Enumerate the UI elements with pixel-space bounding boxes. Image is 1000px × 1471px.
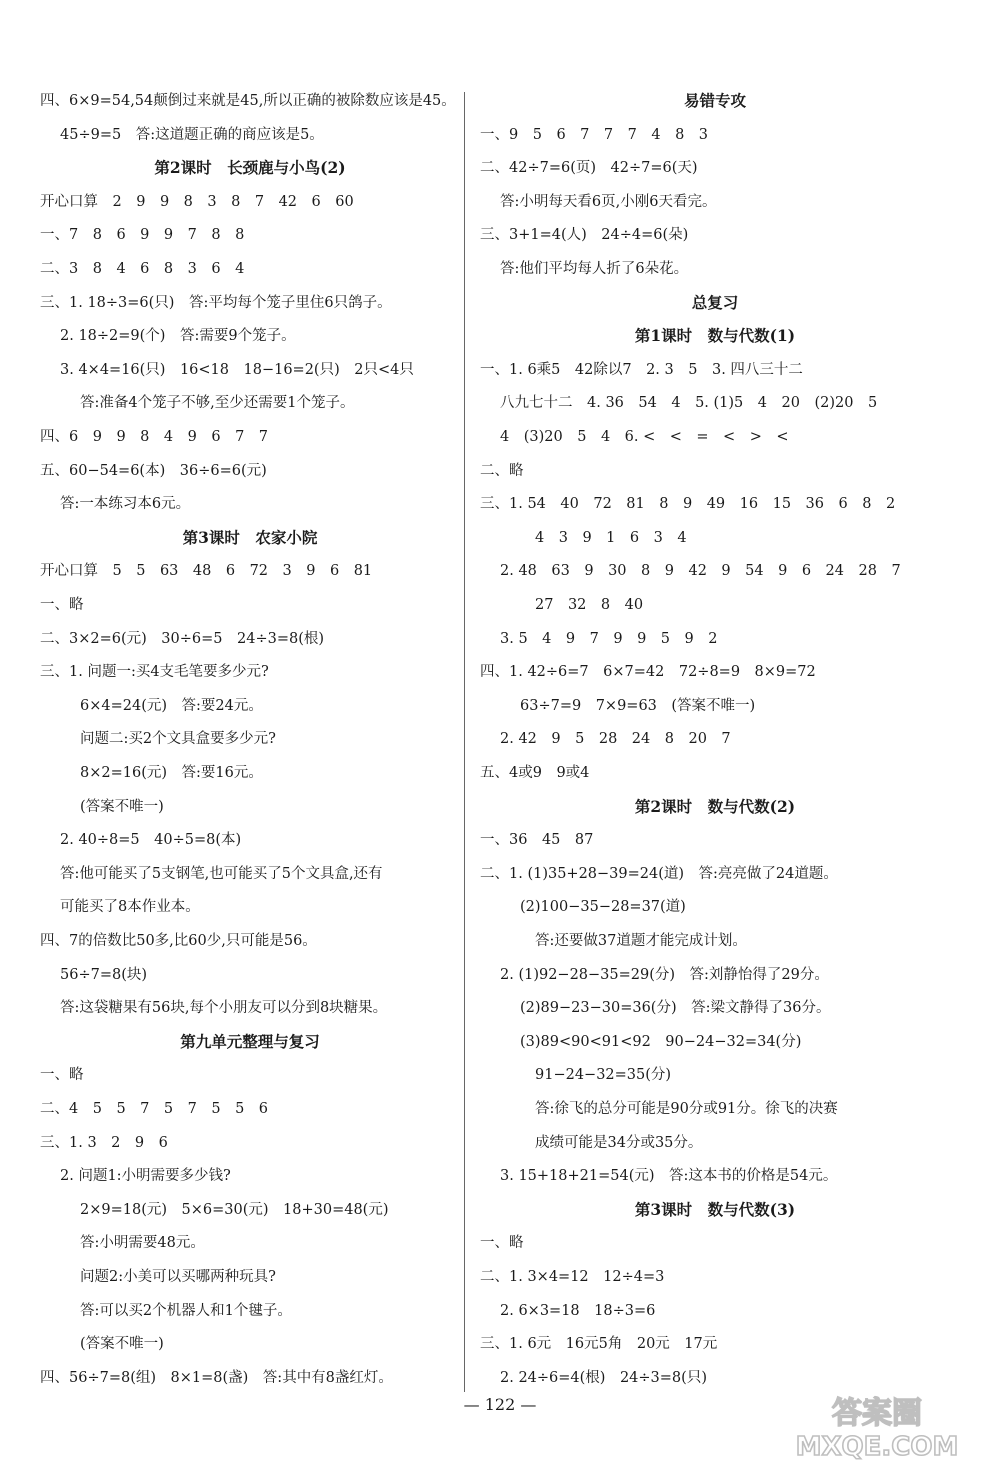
page-number: — 122 — (463, 1395, 537, 1414)
right-answer-line: 五、4或9 9或4 (480, 765, 590, 781)
left-answer-line: 一、略 (40, 1067, 84, 1084)
right-answer-line: 3. 5 4 9 7 9 9 5 9 2 (500, 630, 718, 647)
right-answer-line: 答:他们平均每人折了6朵花。 (500, 261, 689, 277)
watermark-logo (777, 1391, 982, 1463)
left-answer-line: 三、1. 18÷3=6(只) 答:平均每个笼子里住6只鸽子。 (40, 294, 392, 311)
right-answer-line: 一、9 5 6 7 7 7 4 8 3 (480, 126, 709, 143)
left-section-heading: 第3课时 农家小院 (182, 527, 318, 547)
left-answer-line: 三、1. 问题一:买4支毛笔要多少元? (40, 664, 269, 681)
left-answer-line: 问题2:小美可以买哪两种玩具? (80, 1269, 276, 1285)
right-answer-line: 答:还要做37道题才能完成计划。 (535, 933, 747, 949)
left-answer-line: 五、60−54=6(本) 36÷6=6(元) (40, 462, 267, 479)
right-answer-line: 27 32 8 40 (535, 597, 644, 613)
right-answer-line: 答:徐飞的总分可能是90分或91分。徐飞的决赛 (535, 1101, 838, 1117)
left-answer-line: 四、6 9 9 8 4 9 6 7 7 (40, 429, 269, 445)
column-divider (464, 92, 465, 1392)
left-answer-line: 二、3 8 4 6 8 3 6 4 (40, 261, 245, 277)
right-answer-line: 一、1. 6乘5 42除以7 2. 3 5 3. 四八三十二 (480, 361, 803, 378)
right-answer-line: 四、1. 42÷6=7 6×7=42 72÷8=9 8×9=72 (480, 664, 816, 681)
left-answer-line: 答:小明需要48元。 (80, 1235, 205, 1252)
left-section-heading: 第九单元整理与复习 (180, 1031, 320, 1051)
right-answer-line: 二、42÷7=6(页) 42÷7=6(天) (480, 160, 698, 177)
left-answer-line: 2. 18÷2=9(个) 答:需要9个笼子。 (60, 328, 296, 345)
right-answer-line: 答:小明每天看6页,小刚6天看完。 (500, 193, 717, 210)
watermark-title: 答案圈 (832, 1396, 922, 1431)
left-answer-line: 6×4=24(元) 答:要24元。 (80, 697, 263, 714)
left-answer-line: 四、56÷7=8(组) 8×1=8(盏) 答:其中有8盏红灯。 (40, 1369, 393, 1386)
right-answer-line: 3. 15+18+21=54(元) 答:这本书的价格是54元。 (500, 1168, 838, 1185)
left-answer-line: 2×9=18(元) 5×6=30(元) 18+30=48(元) (80, 1201, 389, 1218)
left-answer-line: 二、3×2=6(元) 30÷6=5 24÷3=8(根) (40, 630, 325, 647)
left-answer-line: 答:一本练习本6元。 (60, 496, 191, 513)
right-section-heading: 第1课时 数与代数(1) (634, 326, 796, 346)
watermark-url: MXQE.COM (795, 1432, 959, 1462)
left-answer-line: 一、7 8 6 9 9 7 8 8 (40, 227, 245, 244)
right-answer-line: (2)89−23−30=36(分) 答:梁文静得了36分。 (520, 1000, 831, 1017)
right-answer-line: 4 (3)20 5 4 6. < < = < > < (500, 429, 789, 445)
right-answer-line: 三、3+1=4(人) 24÷4=6(朵) (480, 227, 689, 244)
right-answer-line: 一、36 45 87 (480, 832, 594, 849)
right-answer-line: (3)89<90<91<92 90−24−32=34(分) (520, 1033, 802, 1050)
left-answer-line: 二、4 5 5 7 5 7 5 5 6 (40, 1101, 269, 1117)
right-answer-line: 二、略 (480, 462, 524, 479)
left-answer-line: 开心口算 5 5 63 48 6 72 3 9 6 81 (40, 563, 373, 580)
right-section-heading: 总复习 (691, 292, 739, 312)
right-answer-line: 成绩可能是34分或35分。 (535, 1134, 703, 1151)
right-answer-line: 2. 6×3=18 18÷3=6 (500, 1302, 656, 1319)
right-answer-line: 91−24−32=35(分) (535, 1067, 672, 1084)
left-answer-line: 四、7的倍数比50多,比60少,只可能是56。 (40, 933, 317, 949)
right-answer-line: 63÷7=9 7×9=63 (答案不唯一) (520, 697, 756, 714)
left-answer-line: 2. 40÷8=5 40÷5=8(本) (60, 832, 242, 849)
right-answer-line: 2. (1)92−28−35=29(分) 答:刘静怡得了29分。 (500, 966, 829, 983)
left-answer-line: 三、1. 3 2 9 6 (40, 1134, 168, 1151)
left-answer-line: 56÷7=8(块) (60, 966, 148, 983)
right-section-heading: 第2课时 数与代数(2) (634, 796, 796, 816)
left-answer-line: (答案不唯一) (80, 798, 164, 815)
right-answer-line: 4 3 9 1 6 3 4 (535, 529, 687, 546)
right-answer-line: 2. 42 9 5 28 24 8 20 7 (500, 731, 731, 748)
left-answer-line: 3. 4×4=16(只) 16<18 18−16=2(只) 2只<4只 (60, 361, 414, 378)
right-answer-line: (2)100−35−28=37(道) (520, 899, 686, 916)
left-answer-line: 2. 问题1:小明需要多少钱? (60, 1168, 231, 1185)
left-answer-line: 四、6×9=54,54颠倒过来就是45,所以正确的被除数应该是45。 (40, 93, 456, 109)
left-answer-line: 问题二:买2个文具盒要多少元? (80, 731, 276, 748)
left-answer-line: 一、略 (40, 597, 84, 613)
left-answer-line: 8×2=16(元) 答:要16元。 (80, 765, 263, 781)
right-answer-line: 2. 48 63 9 30 8 9 42 9 54 9 6 24 28 7 (500, 563, 901, 580)
left-answer-line: 答:这袋糖果有56块,每个小朋友可以分到8块糖果。 (60, 1000, 388, 1017)
right-answer-line: 一、略 (480, 1235, 524, 1252)
right-answer-line: 三、1. 54 40 72 81 8 9 49 16 15 36 6 8 2 (480, 496, 896, 513)
left-answer-line: 答:可以买2个机器人和1个毽子。 (80, 1302, 292, 1319)
right-section-heading: 第3课时 数与代数(3) (634, 1199, 796, 1219)
left-answer-line: 开心口算 2 9 9 8 3 8 7 42 6 60 (40, 193, 354, 210)
left-answer-line: 答:他可能买了5支钢笔,也可能买了5个文具盒,还有 (60, 865, 383, 882)
right-answer-line: 三、1. 6元 16元5角 20元 17元 (480, 1336, 718, 1353)
right-answer-line: 2. 24÷6=4(根) 24÷3=8(只) (500, 1369, 707, 1386)
right-answer-line: 二、1. 3×4=12 12÷4=3 (480, 1269, 665, 1285)
left-answer-line: 可能买了8本作业本。 (60, 899, 200, 916)
left-answer-line: (答案不唯一) (80, 1336, 164, 1353)
right-answer-line: 八九七十二 4. 36 54 4 5. (1)5 4 20 (2)20 5 (500, 395, 878, 412)
left-section-heading: 第2课时 长颈鹿与小鸟(2) (154, 158, 346, 178)
left-answer-line: 答:准备4个笼子不够,至少还需要1个笼子。 (80, 395, 355, 412)
right-section-heading: 易错专攻 (683, 91, 746, 110)
right-answer-line: 二、1. (1)35+28−39=24(道) 答:亮亮做了24道题。 (480, 865, 838, 882)
left-answer-line: 45÷9=5 答:这道题正确的商应该是5。 (60, 126, 324, 143)
